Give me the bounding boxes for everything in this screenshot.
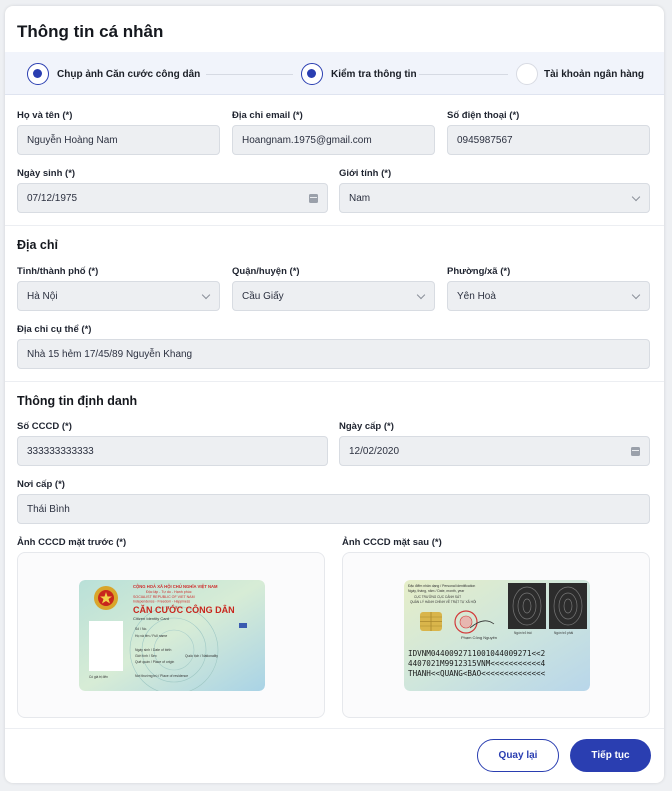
section-divider [5, 381, 664, 382]
front-field-line: Ngày sinh / Date of birth [135, 648, 172, 652]
front-field-line: Giới tính / Sex [135, 654, 157, 658]
id-front-label: Ảnh CCCD mặt trước (*) [17, 537, 127, 548]
id-back-image [404, 580, 590, 691]
back-header-line2: Ngày, tháng, năm / Date, month, year [408, 589, 465, 593]
section-divider [5, 225, 664, 226]
dob-field[interactable]: 07/12/1975 [17, 183, 328, 213]
front-header-line4: Independence - Freedom - Happiness [133, 599, 191, 604]
step-connector [419, 74, 508, 75]
id-number-label: Số CCCD (*) [17, 421, 72, 432]
back-header-line1: Đặc điểm nhân dạng / Personal identification [408, 584, 476, 588]
address-section-title: Địa chỉ [17, 238, 58, 252]
front-header-line3: SOCIALIST REPUBLIC OF VIET NAM [133, 595, 195, 599]
back-header-line3: CỤC TRƯỞNG CỤC CẢNH SÁT [414, 595, 462, 599]
step-active-icon [301, 63, 323, 85]
issue-place-label: Nơi cấp (*) [17, 479, 65, 490]
personal-info-card [5, 6, 664, 783]
step-verify-info[interactable] [301, 63, 417, 85]
province-label: Tỉnh/thành phố (*) [17, 266, 99, 277]
calendar-icon[interactable] [631, 447, 640, 456]
step-label: Tài khoản ngân hàng [544, 68, 645, 80]
dob-label: Ngày sinh (*) [17, 168, 76, 179]
chevron-down-icon [417, 291, 425, 299]
back-header-line4: QUẢN LÝ HÀNH CHÍNH VỀ TRẬT TỰ XÃ HỘI [410, 600, 477, 604]
front-field-line: Quê quán / Place of origin [135, 660, 175, 664]
front-expiry: Có giá trị đến [89, 675, 108, 679]
id-front-upload[interactable] [17, 552, 325, 718]
front-header-line1: CỘNG HOÀ XÃ HỘI CHỦ NGHĨA VIỆT NAM [133, 584, 218, 589]
back-signer: Phạm Công Nguyên [461, 635, 498, 640]
gender-label: Giới tính (*) [339, 168, 392, 179]
issue-place-field[interactable]: Thái Bình [17, 494, 650, 524]
photo-placeholder [89, 621, 123, 671]
district-label: Quận/huyện (*) [232, 266, 300, 277]
district-select[interactable]: Cầu Giấy [232, 281, 435, 311]
id-number-field[interactable]: 333333333333 [17, 436, 328, 466]
gender-select[interactable]: Nam [339, 183, 650, 213]
step-pending-icon [516, 63, 538, 85]
step-capture-id[interactable] [27, 63, 200, 85]
front-card-subtitle: Citizen Identity Card [133, 616, 170, 621]
email-field[interactable]: Hoangnam.1975@gmail.com [232, 125, 435, 155]
issue-date-field[interactable]: 12/02/2020 [339, 436, 650, 466]
front-header-line2: Độc lập - Tự do - Hạnh phúc [146, 590, 192, 594]
footer-divider [5, 728, 664, 729]
id-back-label: Ảnh CCCD mặt sau (*) [342, 537, 442, 548]
back-finger-left: Ngón trỏ trái [514, 631, 532, 635]
identity-section-title: Thông tin định danh [17, 394, 138, 408]
address-detail-label: Địa chỉ cụ thể (*) [17, 324, 92, 335]
step-done-icon [27, 63, 49, 85]
chevron-down-icon [202, 291, 210, 299]
ward-select[interactable]: Yên Hoà [447, 281, 650, 311]
emblem-icon [94, 586, 118, 610]
ward-label: Phường/xã (*) [447, 266, 511, 277]
name-label: Họ và tên (*) [17, 110, 73, 121]
fingerprint-left-icon [508, 583, 546, 629]
flag-icon [239, 623, 247, 628]
email-label: Địa chỉ email (*) [232, 110, 303, 121]
page-title: Thông tin cá nhân [17, 22, 164, 41]
front-field-line: Họ và tên / Full name [135, 634, 168, 638]
front-field-line: Số / No. [135, 627, 148, 631]
step-label: Chụp ảnh Căn cước công dân [57, 68, 201, 80]
mrz-line-1: IDVNM0440092711001044009271<<2 [408, 649, 546, 658]
step-bank-account[interactable] [516, 63, 644, 85]
chip-icon [420, 612, 442, 631]
full-name-field[interactable]: Nguyễn Hoàng Nam [17, 125, 220, 155]
mrz-line-2: 4407021M9912315VNM<<<<<<<<<<<4 [408, 659, 546, 668]
chevron-down-icon [632, 193, 640, 201]
fingerprint-right-icon [549, 583, 587, 629]
front-field-line: Nơi thường trú / Place of residence [135, 674, 189, 678]
address-detail-field[interactable]: Nhà 15 hẻm 17/45/89 Nguyễn Khang [17, 339, 650, 369]
phone-field[interactable]: 0945987567 [447, 125, 650, 155]
step-connector [206, 74, 293, 75]
back-button[interactable]: Quay lại [477, 739, 559, 772]
front-field-line: Quốc tịch / Nationality [185, 654, 218, 658]
progress-stepper [5, 52, 664, 95]
step-label: Kiểm tra thông tin [331, 68, 417, 80]
id-back-upload[interactable] [342, 552, 650, 718]
issue-date-label: Ngày cấp (*) [339, 421, 394, 432]
id-front-image [79, 580, 265, 691]
chevron-down-icon [632, 291, 640, 299]
mrz-line-3: THANH<<QUANG<BAO<<<<<<<<<<<<<< [408, 669, 546, 678]
phone-label: Số điện thoại (*) [447, 110, 520, 121]
front-card-title: CĂN CƯỚC CÔNG DÂN [133, 605, 235, 615]
next-button[interactable]: Tiếp tục [570, 739, 651, 772]
province-select[interactable]: Hà Nội [17, 281, 220, 311]
calendar-icon[interactable] [309, 194, 318, 203]
back-finger-right: Ngón trỏ phải [554, 631, 574, 635]
